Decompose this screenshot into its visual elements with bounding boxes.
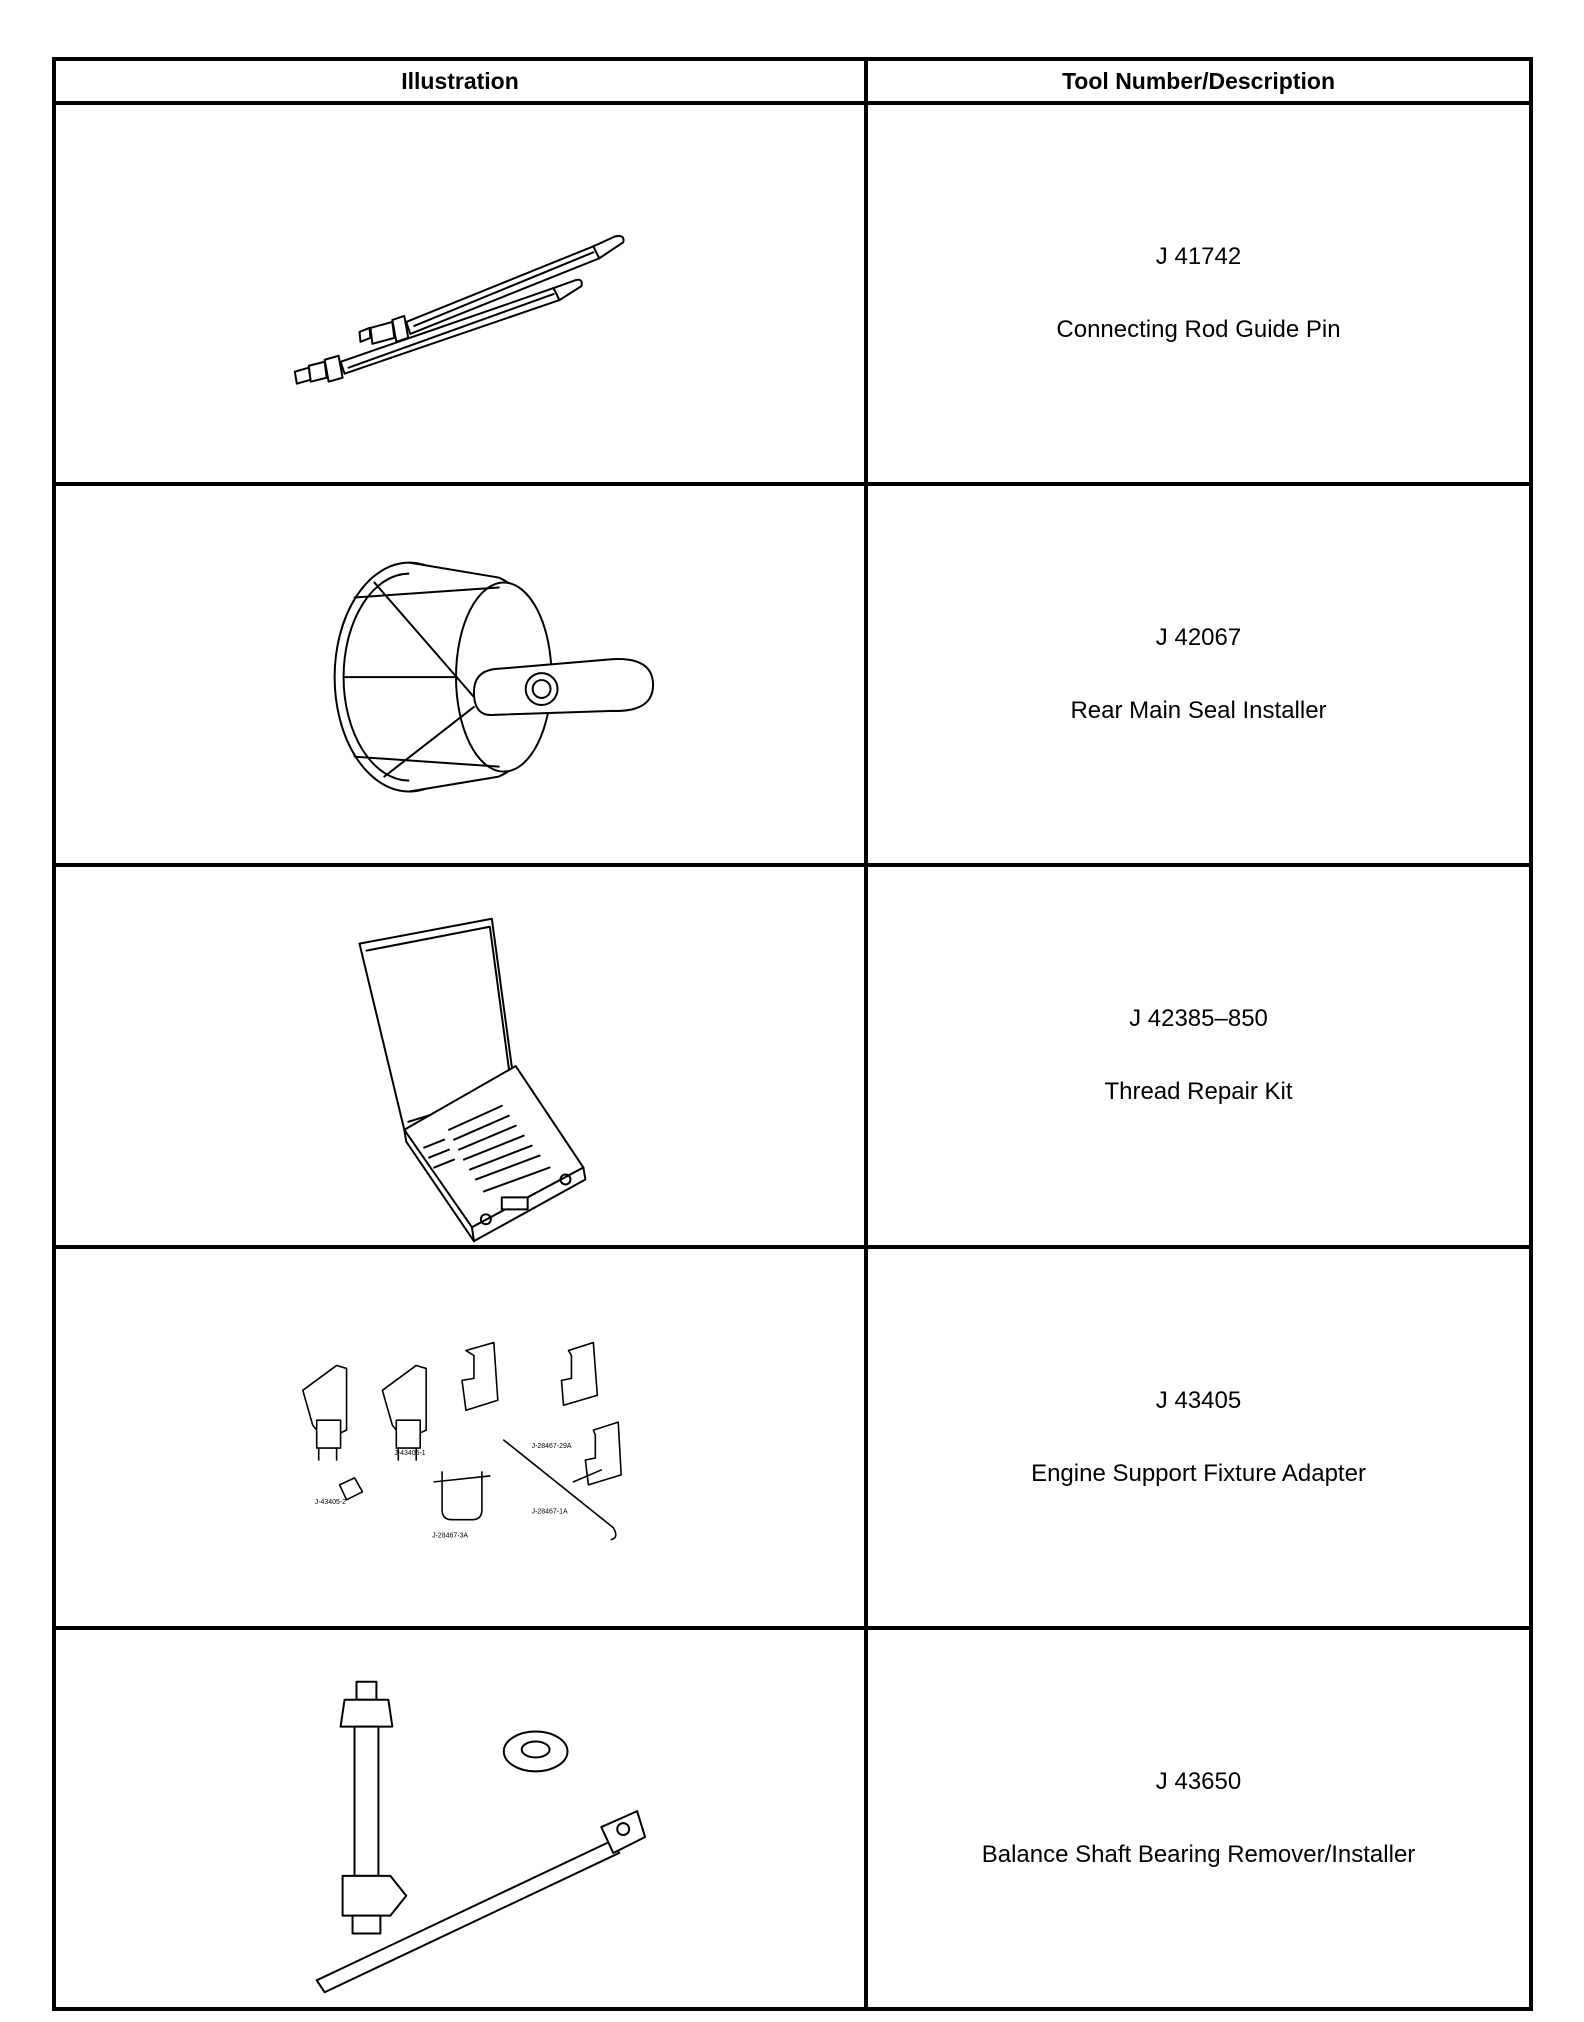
tool-description: Thread Repair Kit xyxy=(1104,1078,1293,1106)
tool-number: J 43405 xyxy=(1155,1386,1242,1414)
table-row xyxy=(54,1628,1531,2009)
tool-description-cell xyxy=(866,484,1531,865)
part-label: J-28467-3A xyxy=(432,1532,469,1540)
fixture-adapter-icon xyxy=(56,1249,864,1626)
bearing-remover-icon xyxy=(56,1630,864,2007)
table-row xyxy=(54,103,1531,484)
table-row xyxy=(54,1247,1531,1628)
header-row xyxy=(54,59,1531,103)
table-row xyxy=(54,865,1531,1246)
illustration-cell xyxy=(54,103,866,484)
illustration-cell xyxy=(54,1628,866,2009)
tool-description: Rear Main Seal Installer xyxy=(1070,697,1327,725)
part-label: J-43405-1 xyxy=(394,1449,426,1457)
tool-description-cell xyxy=(866,1628,1531,2009)
guide-pin-icon xyxy=(56,105,864,482)
illustration-header: Illustration xyxy=(54,59,866,103)
illustration-cell xyxy=(54,865,866,1246)
part-label: J-28467-1A xyxy=(531,1508,568,1516)
tool-number: J 42385–850 xyxy=(1129,1005,1268,1033)
tool-number: J 42067 xyxy=(1155,624,1242,652)
tool-description-cell xyxy=(866,1247,1531,1628)
illustration-cell xyxy=(54,1247,866,1628)
tool-description: Connecting Rod Guide Pin xyxy=(1056,316,1341,344)
tool-number: J 43650 xyxy=(1155,1767,1242,1795)
tool-description-cell xyxy=(866,865,1531,1246)
seal-installer-icon xyxy=(56,486,864,863)
tool-header: Tool Number/Description xyxy=(866,59,1531,103)
part-label: J-43405-2 xyxy=(314,1498,347,1506)
tool-number: J 41742 xyxy=(1155,243,1242,271)
illustration-cell xyxy=(54,484,866,865)
part-label: J-28467-29A xyxy=(531,1442,572,1450)
table-row xyxy=(54,484,1531,865)
tool-table xyxy=(52,57,1533,2011)
tool-description: Engine Support Fixture Adapter xyxy=(1031,1459,1366,1487)
thread-repair-kit-icon xyxy=(56,867,864,1244)
tool-description-cell xyxy=(866,103,1531,484)
tool-description: Balance Shaft Bearing Remover/Installer xyxy=(981,1840,1416,1868)
